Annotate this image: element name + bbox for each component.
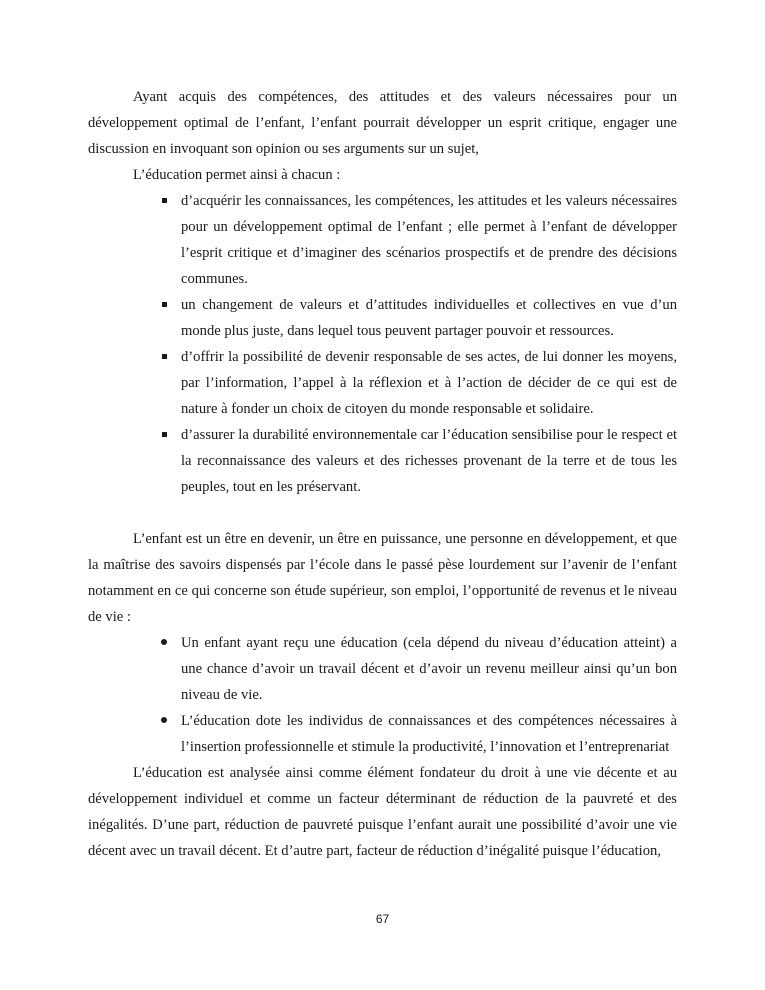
paragraph-education-analysee: L’éducation est analysée ainsi comme élément fondateur du droit à une vie décente et au développement individuel et comme un facteur déterminant de réduction de la pauvreté et des inégalités. D’une part, réduction de pauvreté puisque l’enfant aurait une possibilité d’avoir une vie décent avec un travail décent. Et d’autre part, facteur de réduction d’inégalité puisque l’éducation, (88, 765, 677, 859)
list-item (181, 422, 677, 500)
list-item (181, 292, 677, 344)
square-bullet-list (88, 188, 677, 500)
list-item-text: un changement de valeurs et d’attitudes individuelles et collectives en vue d’un monde plus juste, dans lequel tous peuvent partager pouvoir et ressources. (181, 297, 677, 339)
paragraph-education-permet: L’éducation permet ainsi à chacun : (133, 167, 341, 183)
page-number: 67 (375, 912, 390, 926)
paragraph-enfant-devenir: L’enfant est un être en devenir, un être en puissance, une personne en développement, et que la maîtrise des savoirs dispensés par l’école dans le passé pèse lourdement sur l’avenir de l’enfant notamment en ce qui concerne son étude supérieur, son emploi, l’opportunité de revenus et le niveau de vie : (88, 531, 677, 625)
square-bullet-icon (159, 422, 169, 448)
round-bullet-icon (159, 630, 169, 656)
list-item-text: d’offrir la possibilité de devenir responsable de ses actes, de lui donner les moyens, par l’information, l’appel à la réflexion et à l’action de décider de ce qui est de nature à fonder un choix de citoyen du monde responsable et solidaire. (181, 349, 677, 417)
list-item (181, 708, 677, 760)
list-item (181, 630, 677, 708)
list-item (181, 188, 677, 292)
round-bullet-list (88, 630, 677, 760)
square-bullet-icon (159, 292, 169, 318)
round-bullet-icon (159, 708, 169, 734)
square-bullet-icon (159, 188, 169, 214)
square-bullet-icon (159, 344, 169, 370)
list-item-text: d’assurer la durabilité environnementale car l’éducation sensibilise pour le respect et la reconnaissance des valeurs et des richesses provenant de la terre et de tous les peuples, tout en les préservant. (181, 427, 677, 495)
paragraph-competences: Ayant acquis des compétences, des attitudes et des valeurs nécessaires pour un développement optimal de l’enfant, l’enfant pourrait développer un esprit critique, engager une discussion en invoquant son opinion ou ses arguments sur un sujet, (88, 89, 677, 157)
list-item (181, 344, 677, 422)
paragraph-spacer (88, 500, 677, 526)
list-item-text: L’éducation dote les individus de connaissances et des compétences nécessaires à l’insertion professionnelle et stimule la productivité, l’innovation et l’entreprenariat (181, 713, 677, 755)
list-item-text: Un enfant ayant reçu une éducation (cela dépend du niveau d’éducation atteint) a une chance d’avoir un travail décent et d’avoir un revenu meilleur ainsi qu’un bon niveau de vie. (181, 635, 677, 703)
document-page (88, 84, 677, 864)
list-item-text: d’acquérir les connaissances, les compétences, les attitudes et les valeurs nécessaires pour un développement optimal de l’enfant ; elle permet à l’enfant de développer l’esprit critique et d’imaginer des scénarios prospectifs et de prendre des décisions communes. (181, 193, 677, 287)
